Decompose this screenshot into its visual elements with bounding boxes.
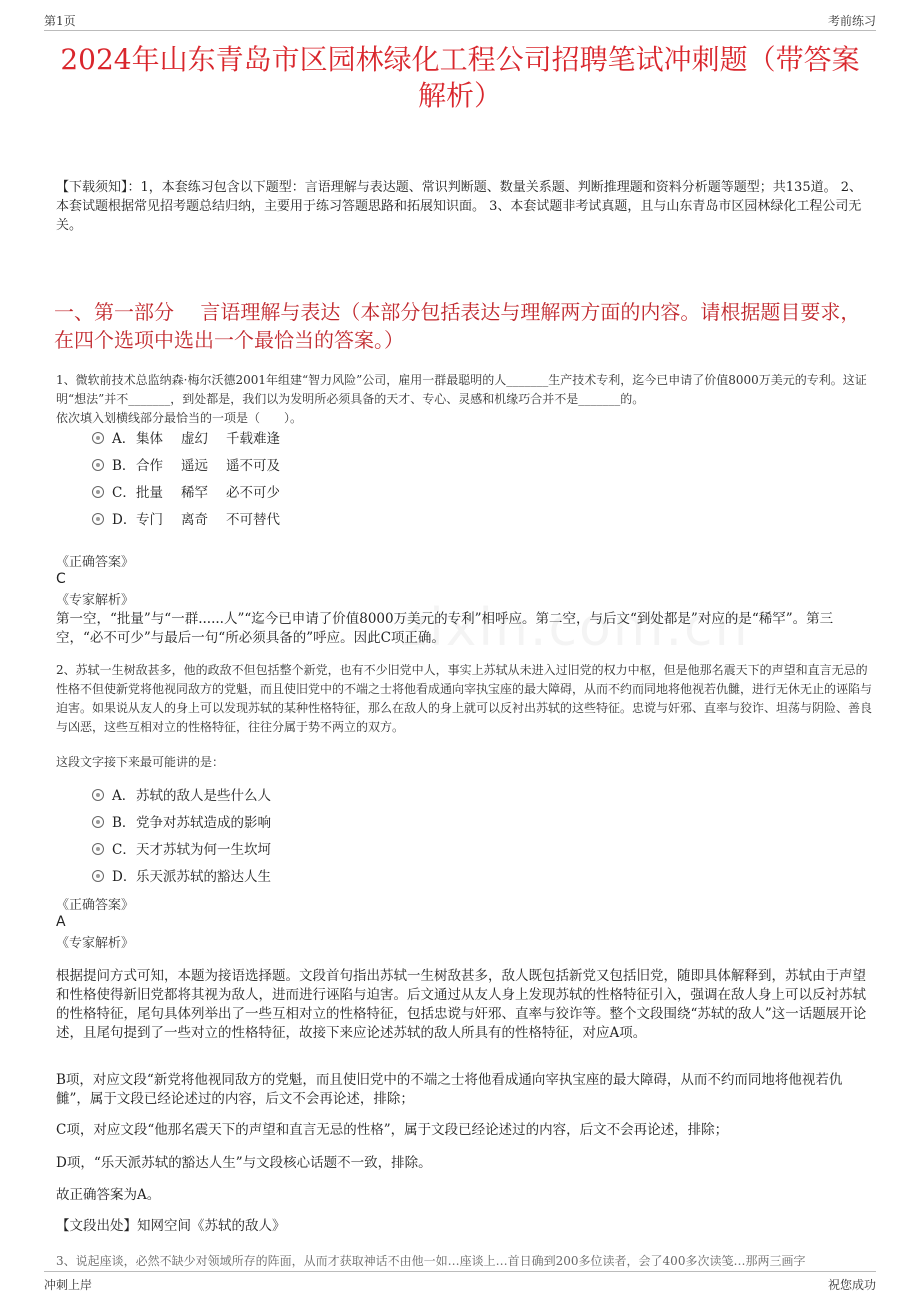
analysis-paragraph: D项，“乐天派苏轼的豁达人生”与文段核心话题不一致，排除。 [56,1155,432,1171]
footer-right: 祝您成功 [827,1278,876,1292]
analysis-paragraph: C项，对应文段“他那名震天下的声望和直言无忌的性格”，属于文段已经论述过的内容，后文不会再论述，排除； [56,1122,729,1138]
option-d[interactable]: D．专门 离奇 不可替代 [92,507,280,534]
question-2-stem: 2、苏轼一生树敌甚多，他的政敌不但包括整个新党，也有不少旧党中人，事实上苏轼从未进入过旧党的权力中枢，但是他那名震天下的声望和直言无忌的性格不但使新党将他视同敌方的党魁，而且使旧党中的不端之士将他看成通向宰执宝座的最大障碍，从而不约而同地将他视若仇雠，进行无休无止的诬陷与迫害。如果说从友人的身上可以发现苏轼的某种性格特征，那么在敌人的身上就可以反衬出苏轼的这些特征。忠谠与奸邪、直率与狡诈、坦荡与阴险、善良与凶恶，这些互相对立的性格特征，往往分属于势不两立的双方。 [56,663,873,734]
download-notice: 【下载须知】：1，本套练习包含以下题型：言语理解与表达题、常识判断题、数量关系题、判断推理题和资料分析题等题型；共135道。 2、本套试题根据常见招考题总结归纳，主要用于练习答题思路和拓展知识面。 3、本套试题非考试真题，且与山东青岛市区园林绿化工程公司无关。 [56,180,862,233]
page-number: 第1页 [44,14,76,28]
option-c[interactable]: C．天才苏轼为何一生坎坷 [92,837,271,864]
radio-icon[interactable] [92,789,104,801]
question-1-prompt: 依次填入划横线部分最恰当的一项是（ ）。 [56,411,303,425]
radio-icon[interactable] [92,870,104,882]
expert-analysis-label: 《专家解析》 [56,936,135,951]
source-citation: 【文段出处】知网空间《苏轼的敌人》 [56,1218,286,1234]
question-2-prompt: 这段文字接下来最可能讲的是： [56,755,225,769]
option-d[interactable]: D．乐天派苏轼的豁达人生 [92,864,271,891]
analysis-paragraph: B项，对应文段“新党将他视同敌方的党魁，而且使旧党中的不端之士将他看成通向宰执宝座的最大障碍，从而不约而同地将他视若仇雠”，属于文段已经论述过的内容，后文不会再论述，排除； [56,1072,843,1107]
expert-analysis-label: 《专家解析》 [56,593,135,608]
correct-answer: A [56,914,66,930]
analysis-paragraph: 故正确答案为A。 [56,1187,161,1203]
question-1-stem: 1、微软前技术总监纳森·梅尔沃德2001年组建“智力风险”公司，雇用一群最聪明的人_______生产技术专利，迄今已申请了价值8000万美元的专利。这证明“想法”并不_______，到处都是，我们以为发明所必须具备的天才、专心、灵感和机缘巧合并不是_______的。 [56,373,867,406]
option-b[interactable]: B．党争对苏轼造成的影响 [92,810,271,837]
option-c[interactable]: C．批量 稀罕 必不可少 [92,480,280,507]
option-a[interactable]: A．集体 虚幻 千载难逢 [92,426,280,453]
correct-answer-label: 《正确答案》 [56,898,135,913]
question-1-options [92,426,280,534]
page-title: 2024年山东青岛市区园林绿化工程公司招聘笔试冲刺题（带答案解析） [60,43,860,112]
radio-icon[interactable] [92,432,104,444]
correct-answer: C [56,571,66,587]
radio-icon[interactable] [92,486,104,498]
question-2-options [92,783,271,891]
page-header [44,12,876,31]
section-heading: 一、第一部分 言语理解与表达（本部分包括表达与理解两方面的内容。请根据题目要求，在四个选项中选出一个最恰当的答案。） [54,300,861,352]
radio-icon[interactable] [92,843,104,855]
radio-icon[interactable] [92,459,104,471]
header-tag: 考前练习 [827,14,876,28]
radio-icon[interactable] [92,816,104,828]
expert-analysis: 第一空，“批量”与“一群......人”“迄今已申请了价值8000万美元的专利”相呼应。第二空，与后文“到处都是”对应的是“稀罕”。第三空，“必不可少”与最后一句“所必须具备的”呼应。因此C项正确。 [56,611,834,646]
page-footer [44,1271,876,1292]
next-question-fragment: 3、说起座谈，必然不缺少对领域所存的阵面，从而才获取神话不由他一如…座谈上…首日确到200多位读者，会了400多次读笺…那两三画字 [56,1254,806,1268]
correct-answer-label: 《正确答案》 [56,555,135,570]
option-a[interactable]: A．苏轼的敌人是些什么人 [92,783,271,810]
footer-left: 冲刺上岸 [44,1278,93,1292]
option-b[interactable]: B．合作 遥远 遥不可及 [92,453,280,480]
analysis-paragraph: 根据提问方式可知，本题为接语选择题。文段首句指出苏轼一生树敌甚多，敌人既包括新党又包括旧党，随即具体解释到，苏轼由于声望和性格使得新旧党都将其视为敌人，进而进行诬陷与迫害。后文通过从友人身上发现苏轼的性格特征引入，强调在敌人身上可以反衬苏轼的性格特征，尾句具体列举出了一些互相对立的性格特征，包括忠谠与奸邪、直率与狡诈等。整个文段围绕“苏轼的敌人”这一话题展开论述，且尾句提到了一些对立的性格特征，故接下来应论述苏轼的敌人所具有的性格特征，对应A项。 [56,968,867,1041]
radio-icon[interactable] [92,513,104,525]
